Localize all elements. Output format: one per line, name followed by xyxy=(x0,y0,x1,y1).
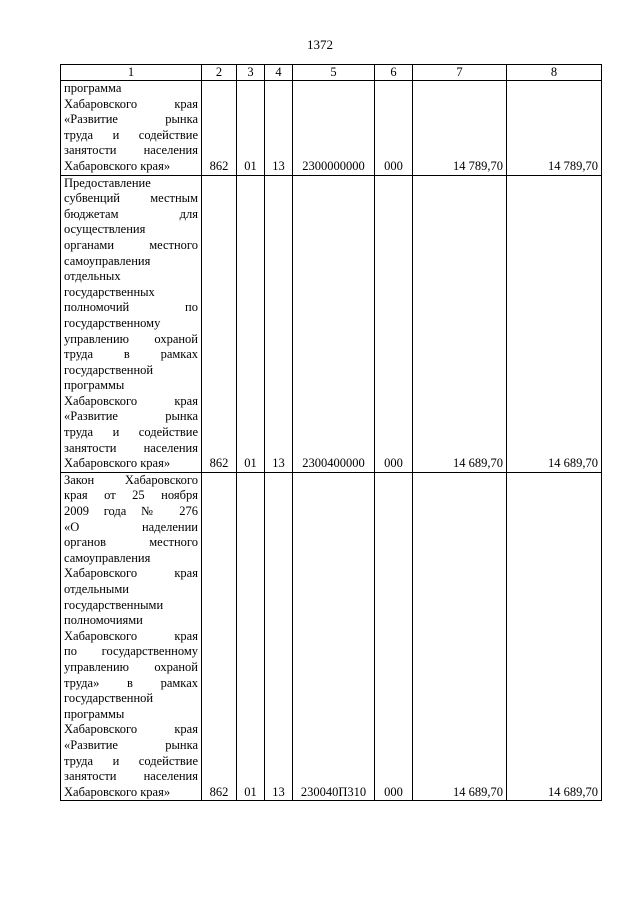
description-line: отдельными xyxy=(64,582,129,596)
description-line: Закон Хабаровского xyxy=(64,472,198,487)
section-code: 01 xyxy=(237,175,265,472)
item-description xyxy=(61,81,202,176)
section-code: 01 xyxy=(237,472,265,800)
ministry-code: 862 xyxy=(202,81,237,176)
column-header: 6 xyxy=(375,65,413,81)
ministry-code: 862 xyxy=(202,472,237,800)
description-line: труда и содействие xyxy=(64,753,198,768)
column-header: 1 xyxy=(61,65,202,81)
description-line: управлению охраной xyxy=(64,331,198,346)
description-line: государственных xyxy=(64,284,155,299)
description-line: труда и содействие xyxy=(64,425,198,440)
description-line: Предоставление xyxy=(64,175,151,190)
description-line: труда и содействие xyxy=(64,127,198,142)
column-header: 5 xyxy=(293,65,375,81)
description-line: «Развитие рынка xyxy=(64,112,198,127)
column-header: 4 xyxy=(265,65,293,81)
description-line: государственными xyxy=(64,597,164,612)
column-header: 8 xyxy=(507,65,602,81)
description-line: Хабаровского края xyxy=(64,96,198,111)
amount-col8: 14 689,70 xyxy=(507,472,602,800)
description-line: Хабаровского края xyxy=(64,628,198,643)
subsection-code: 13 xyxy=(265,472,293,800)
amount-col7: 14 689,70 xyxy=(413,175,507,472)
column-header: 7 xyxy=(413,65,507,81)
table-row xyxy=(61,472,602,800)
column-header: 3 xyxy=(237,65,265,81)
description-line: бюджетам для xyxy=(64,206,198,221)
description-line: органами местного xyxy=(64,237,198,252)
description-line: Хабаровского края» xyxy=(64,784,171,799)
description-line: края от 25 ноября xyxy=(64,488,198,503)
amount-col7: 14 689,70 xyxy=(413,472,507,800)
description-line: Хабаровского края» xyxy=(64,158,171,173)
description-line: самоуправления xyxy=(64,550,151,565)
target-article-code: 2300400000 xyxy=(293,175,375,472)
description-line: занятости населения xyxy=(64,143,198,158)
description-line: государственной xyxy=(64,362,154,377)
expense-type-code: 000 xyxy=(375,81,413,176)
column-header: 2 xyxy=(202,65,237,81)
description-line: Хабаровского края xyxy=(64,393,198,408)
description-line: «Развитие рынка xyxy=(64,737,198,752)
item-description xyxy=(61,472,202,800)
budget-table xyxy=(60,64,602,801)
amount-col8: 14 789,70 xyxy=(507,81,602,176)
description-line: государственной xyxy=(64,691,154,706)
description-line: Хабаровского края xyxy=(64,566,198,581)
description-line: «О наделении xyxy=(64,519,198,534)
page-number: 1372 xyxy=(307,37,333,52)
item-description xyxy=(61,175,202,472)
section-code: 01 xyxy=(237,81,265,176)
expense-type-code: 000 xyxy=(375,472,413,800)
expense-type-code: 000 xyxy=(375,175,413,472)
description-line: полномочий по xyxy=(64,300,198,315)
target-article-code: 2300000000 xyxy=(293,81,375,176)
table-row xyxy=(61,81,602,176)
ministry-code: 862 xyxy=(202,175,237,472)
description-line: осуществления xyxy=(64,222,146,237)
description-line: занятости населения xyxy=(64,769,198,784)
description-line: субвенций местным xyxy=(64,191,198,206)
description-line: по государственному xyxy=(64,644,198,659)
description-line: программы xyxy=(64,706,125,721)
target-article-code: 230040П310 xyxy=(293,472,375,800)
table-row xyxy=(61,175,602,472)
description-line: «Развитие рынка xyxy=(64,409,198,424)
description-line: Хабаровского края xyxy=(64,722,198,737)
description-line: управлению охраной xyxy=(64,659,198,674)
description-line: Хабаровского края» xyxy=(64,456,171,471)
description-line: государственному xyxy=(64,315,161,330)
subsection-code: 13 xyxy=(265,175,293,472)
description-line: самоуправления xyxy=(64,253,151,268)
description-line: 2009 года № 276 xyxy=(64,504,198,519)
description-line: отдельных xyxy=(64,269,121,284)
description-line: труда» в рамках xyxy=(64,675,198,690)
amount-col7: 14 789,70 xyxy=(413,81,507,176)
amount-col8: 14 689,70 xyxy=(507,175,602,472)
description-line: полномочиями xyxy=(64,613,143,628)
subsection-code: 13 xyxy=(265,81,293,176)
description-line: программа xyxy=(64,81,122,95)
description-line: труда в рамках xyxy=(64,347,198,362)
description-line: занятости населения xyxy=(64,440,198,455)
description-line: программы xyxy=(64,378,125,393)
description-line: органов местного xyxy=(64,535,198,550)
header-row xyxy=(61,65,602,81)
